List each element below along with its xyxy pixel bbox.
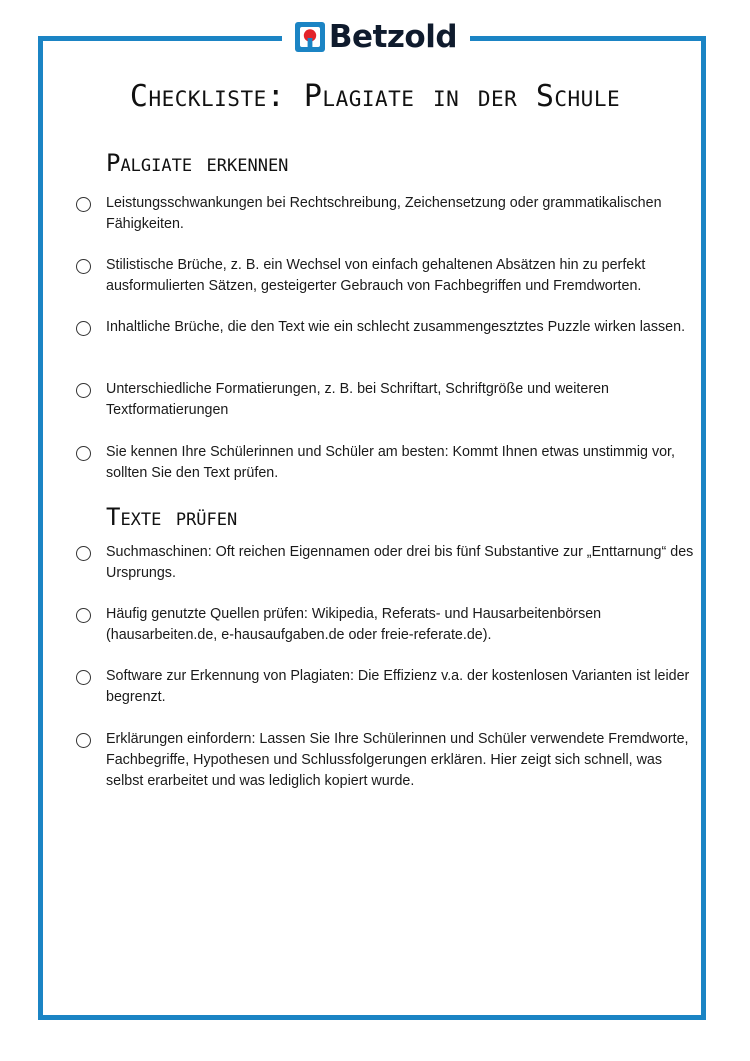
section-heading-pruefen: Texte prüfen — [106, 503, 238, 531]
checklist-item-text: Unterschiedliche Formatierungen, z. B. bei Schriftart, Schriftgröße und weiteren Textformatierungen — [106, 381, 610, 418]
checkbox-circle-icon[interactable] — [76, 383, 91, 398]
betzold-logo — [282, 16, 470, 58]
betzold-logo-mark-icon — [295, 22, 325, 52]
checklist-item[interactable] — [76, 442, 696, 484]
checklist-item[interactable] — [76, 193, 696, 235]
checklist-item[interactable] — [76, 666, 696, 708]
checklist-item[interactable] — [76, 729, 696, 792]
checkbox-circle-icon[interactable] — [76, 546, 91, 561]
betzold-logo-text: Betzold — [328, 18, 458, 55]
checkbox-circle-icon[interactable] — [76, 608, 91, 623]
checklist-item[interactable] — [76, 317, 696, 338]
checklist-item[interactable] — [76, 542, 696, 584]
checklist-item[interactable] — [76, 604, 696, 646]
checklist-item-text: Software zur Erkennung von Plagiaten: Die Effizienz v.a. der kostenlosen Varianten ist leider begrenzt. — [106, 668, 690, 705]
checklist-item[interactable] — [76, 255, 696, 297]
checkbox-circle-icon[interactable] — [76, 197, 91, 212]
checkbox-circle-icon[interactable] — [76, 670, 91, 685]
checkbox-circle-icon[interactable] — [76, 446, 91, 461]
checkbox-circle-icon[interactable] — [76, 733, 91, 748]
checklist-item-text: Inhaltliche Brüche, die den Text wie ein schlecht zusammengesztztes Puzzle wirken lassen. — [106, 319, 686, 335]
checklist-item[interactable] — [76, 379, 696, 421]
checkbox-circle-icon[interactable] — [76, 321, 91, 336]
checklist-item-text: Häufig genutzte Quellen prüfen: Wikipedia, Referats- und Hausarbeitenbörsen (hausarbeiten.de, e-hausaufgaben.de oder freie-referate.de). — [106, 606, 602, 643]
checklist-item-text: Leistungsschwankungen bei Rechtschreibung, Zeichensetzung oder grammatikalischen Fähigkeiten. — [106, 195, 662, 232]
checkbox-circle-icon[interactable] — [76, 259, 91, 274]
page-title: Checkliste: Plagiate in der Schule — [129, 79, 621, 114]
checklist-item-text: Stilistische Brüche, z. B. ein Wechsel von einfach gehaltenen Absätzen hin zu perfekt ausformulierten Sätzen, gesteigerter Gebrauch von Fachbegriffen und Fremdworten. — [106, 257, 646, 294]
checklist-item-text: Sie kennen Ihre Schülerinnen und Schüler am besten: Kommt Ihnen etwas unstimmig vor, sollten Sie den Text prüfen. — [106, 444, 676, 481]
checklist-item-text: Suchmaschinen: Oft reichen Eigennamen oder drei bis fünf Substantive zur „Enttarnung“ des Ursprungs. — [106, 544, 694, 581]
checklist-item-text: Erklärungen einfordern: Lassen Sie Ihre Schülerinnen und Schüler verwendete Fremdworte, Fachbegriffe, Hypothesen und Schlussfolgerungen erklären. Hier zeigt sich schnell, was selbst erarbeitet und was lediglich kopiert wurde. — [106, 731, 689, 789]
section-heading-erkennen: Palgiate erkennen — [106, 149, 289, 177]
